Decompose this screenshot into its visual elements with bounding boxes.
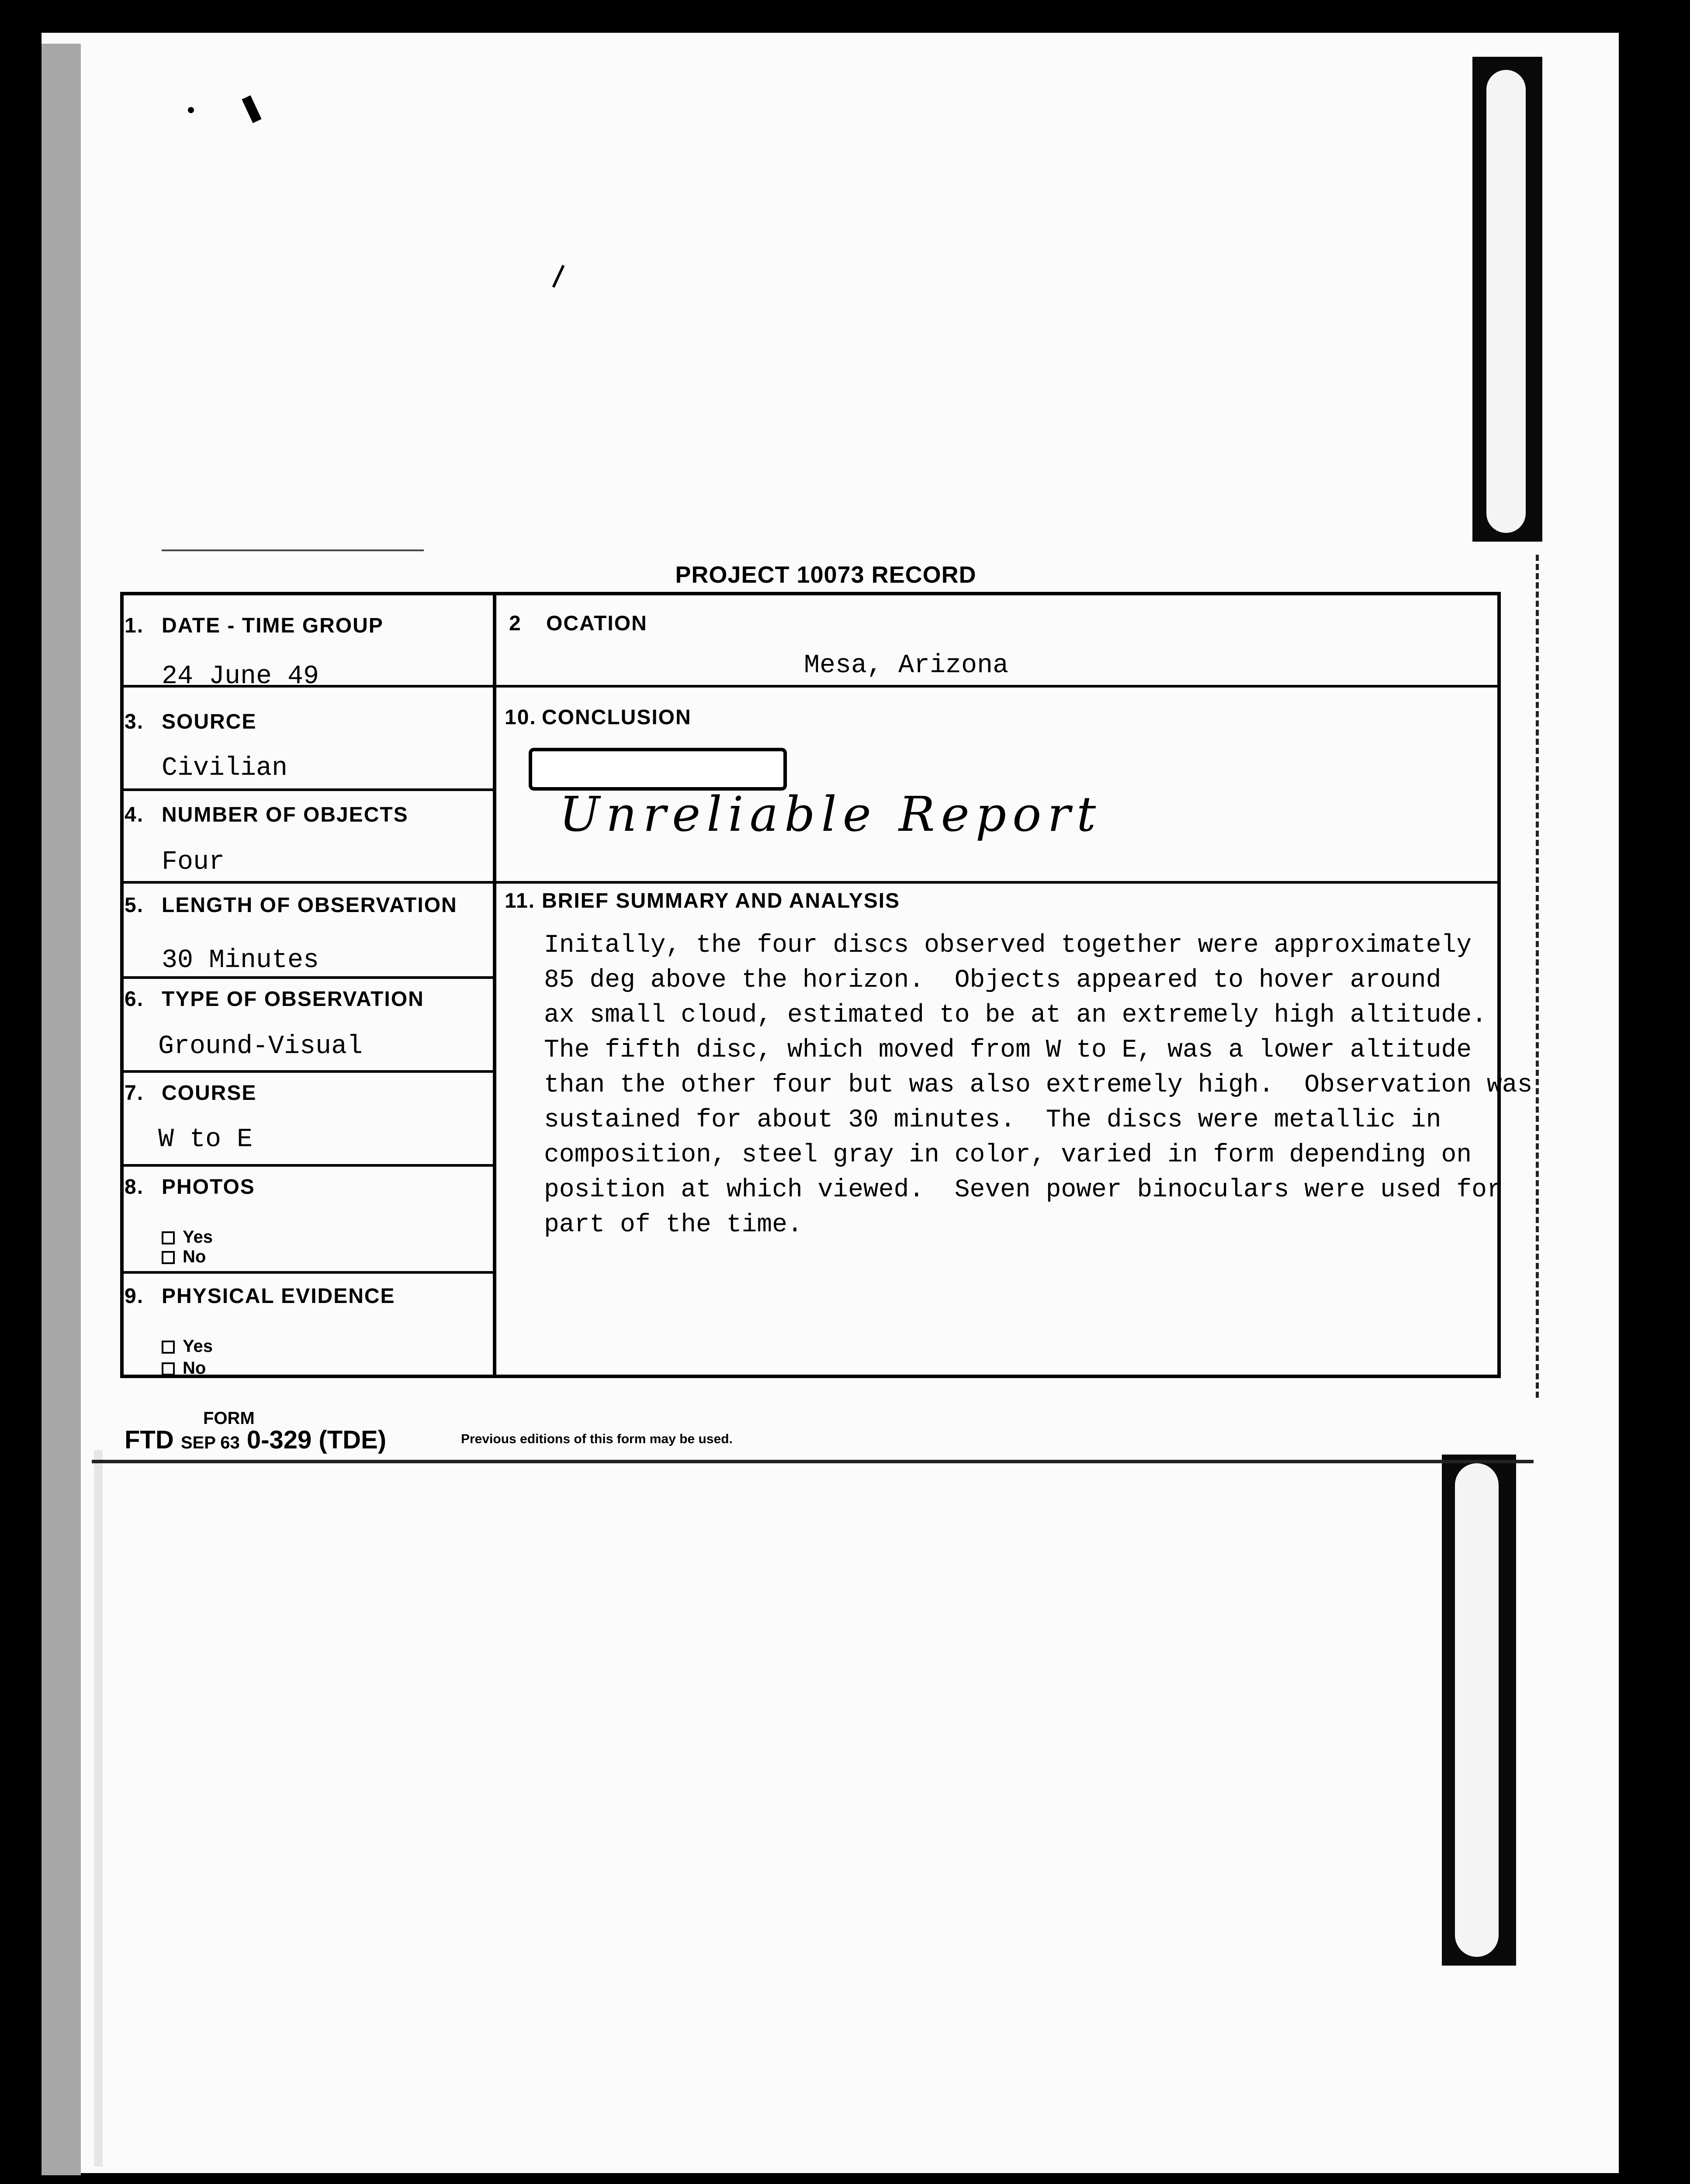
type-of-observation-label: 6. TYPE OF OBSERVATION [125,988,424,1011]
row-divider [120,685,1501,688]
scan-edge-shadow [42,44,81,2175]
physical-evidence-yes-checkbox[interactable]: Yes [162,1337,213,1356]
form-label: FORM [203,1409,255,1428]
conclusion-redacted-box [529,748,787,791]
conclusion-handwritten-note: Unreliable Report [559,786,1102,842]
form-identifier: FTD SEP 63 0-329 (TDE) [125,1426,387,1454]
summary-text: Initally, the four discs observed together were approximately 85 deg above the horizon. Objects appeared to hover around ax small cloud, estimated to be at an extremely high altitude. The fifth disc, which moved from W to E, was a lower altitude than the other four but was also extremely high. Observation was sustained for about 30 minutes. The discs were metallic in composition, steel gray in color, varied in form depending on position at which viewed. Seven power binoculars were used for part of the time. [544,931,1533,1239]
form-top-rule [162,549,424,551]
row-divider [120,976,496,979]
photos-yes-checkbox[interactable]: Yes [162,1227,213,1247]
course-label: 7. COURSE [125,1082,257,1105]
row-divider [120,1070,496,1073]
photos-no-checkbox[interactable]: No [162,1247,206,1267]
film-sprocket-bottom [1442,1455,1516,1966]
row-divider [120,881,1501,884]
film-sprocket-top [1472,57,1542,542]
summary-label: 11. BRIEF SUMMARY AND ANALYSIS [505,889,900,912]
form-edition-note: Previous editions of this form may be used. [461,1432,733,1446]
source-value: Civilian [162,753,288,783]
column-divider [493,592,496,1378]
date-time-group-value: 24 June 49 [162,662,319,691]
location-value: Mesa, Arizona [804,651,1009,681]
conclusion-label: 10. CONCLUSION [505,706,692,729]
scan-speck [188,107,194,113]
number-of-objects-value: Four [162,847,225,877]
physical-evidence-label: 9. PHYSICAL EVIDENCE [125,1285,395,1308]
row-divider [120,788,496,791]
row-divider [120,1164,496,1167]
length-of-observation-value: 30 Minutes [162,946,319,975]
type-of-observation-value: Ground-Visual [158,1032,363,1061]
location-label: 2 OCATION [509,612,648,635]
date-time-group-label: 1. DATE - TIME GROUP [125,614,384,637]
document-title: PROJECT 10073 RECORD [675,562,977,588]
source-label: 3. SOURCE [125,710,257,733]
row-divider [120,1271,496,1274]
number-of-objects-label: 4. NUMBER OF OBJECTS [125,803,409,826]
physical-evidence-no-checkbox[interactable]: No [162,1358,206,1378]
photos-label: 8. PHOTOS [125,1175,255,1199]
scan-edge-highlight [94,1450,103,2167]
length-of-observation-label: 5. LENGTH OF OBSERVATION [125,894,457,917]
course-value: W to E [158,1125,253,1154]
form-bottom-rule [92,1460,1534,1463]
